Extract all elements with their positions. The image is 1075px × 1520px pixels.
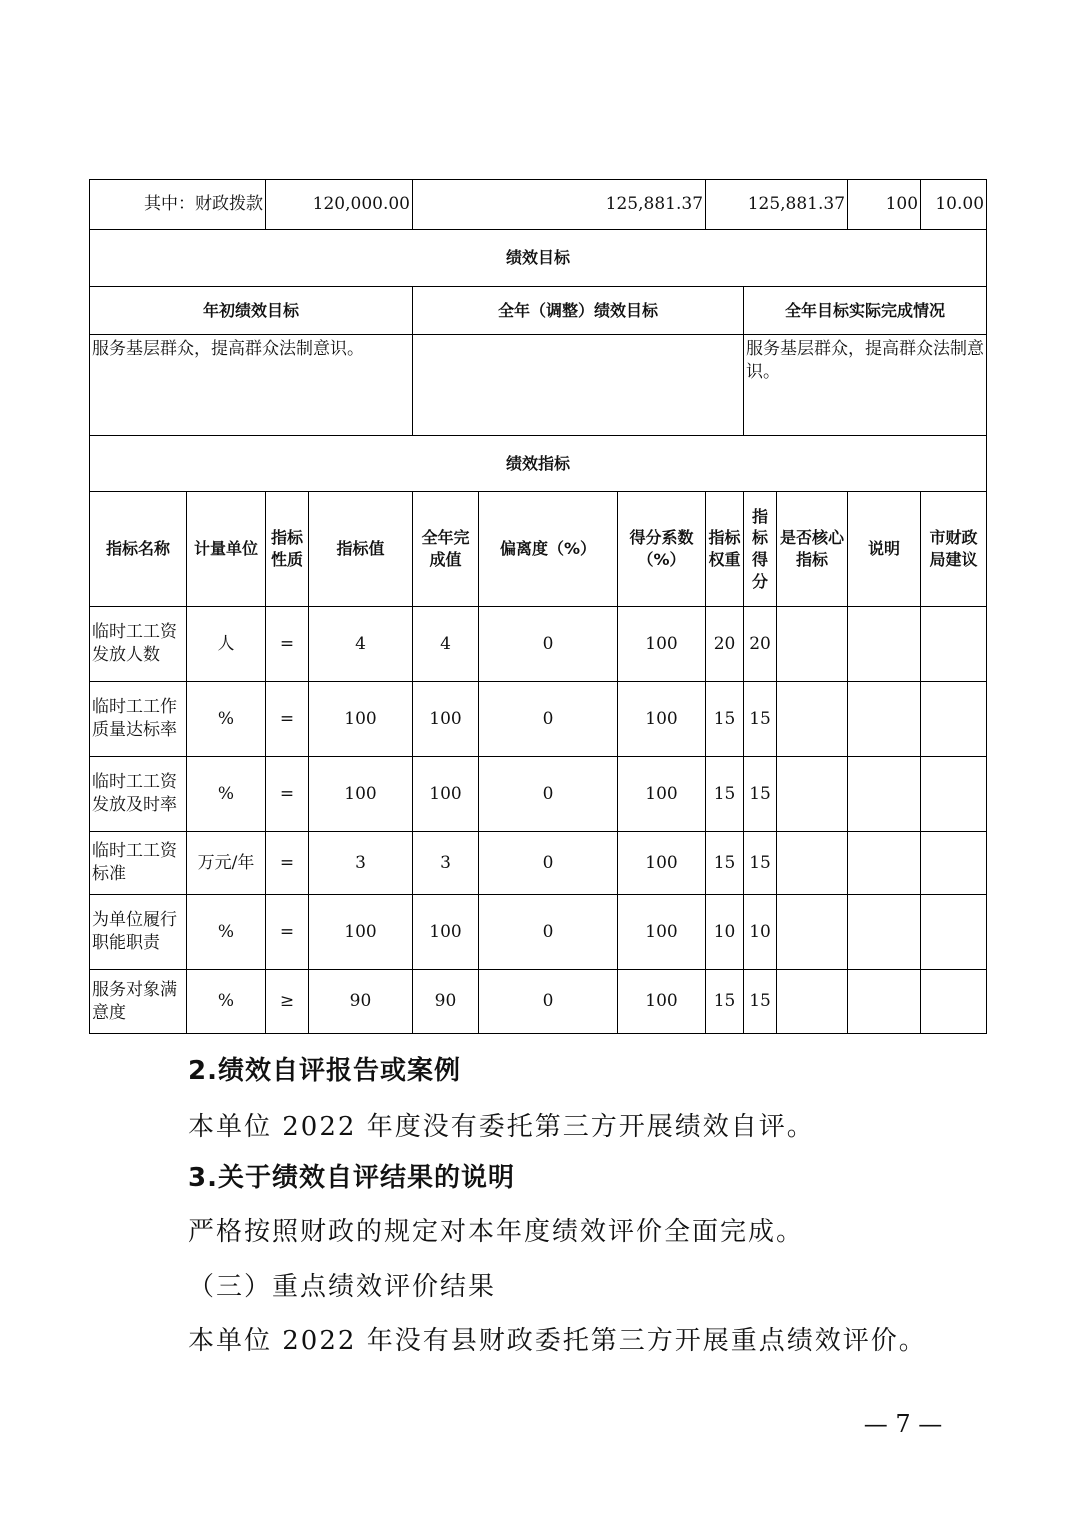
row-deviation: 0 (479, 895, 618, 970)
heading-self-evaluation-report: 2.绩效自评报告或案例 (188, 1056, 461, 1086)
table-row (90, 757, 987, 832)
funding-row (90, 180, 987, 230)
table-row (90, 832, 987, 895)
row-actual: 100 (413, 757, 479, 832)
row-actual: 100 (413, 895, 479, 970)
paragraph-key-evaluation: 本单位 2022 年没有县财政委托第三方开展重点绩效评价。 (188, 1326, 927, 1356)
header-unit: 计量单位 (187, 492, 266, 607)
goals-col-initial: 年初绩效目标 (90, 287, 413, 335)
header-coef: 得分系数（%） (618, 492, 706, 607)
row-score: 15 (744, 832, 777, 895)
annual-budget: 120,000.00 (266, 180, 413, 230)
row-name: 临时工工资发放及时率 (90, 757, 187, 832)
goals-initial-text: 服务基层群众，提高群众法制意识。 (90, 335, 413, 436)
header-note: 说明 (848, 492, 921, 607)
row-note (848, 682, 921, 757)
goals-content-row (90, 335, 987, 436)
goals-actual-text: 服务基层群众，提高群众法制意识。 (744, 335, 987, 436)
indicators-title-row (90, 436, 987, 492)
goals-header-row (90, 287, 987, 335)
goals-adjusted-text (413, 335, 744, 436)
header-score: 指标得分 (744, 492, 777, 607)
header-deviation: 偏离度（%） (479, 492, 618, 607)
row-core (777, 895, 848, 970)
funding-weight: 10.00 (921, 180, 987, 230)
row-core (777, 757, 848, 832)
row-weight: 15 (706, 682, 744, 757)
table-row (90, 895, 987, 970)
row-target: 4 (309, 607, 413, 682)
row-target: 100 (309, 757, 413, 832)
goals-title-row (90, 230, 987, 287)
row-target: 3 (309, 832, 413, 895)
row-score: 20 (744, 607, 777, 682)
row-weight: 15 (706, 970, 744, 1034)
row-actual: 100 (413, 682, 479, 757)
indicators-header-row (90, 492, 987, 607)
row-nature: = (266, 757, 309, 832)
adjusted-budget: 125,881.37 (413, 180, 706, 230)
row-unit: % (187, 895, 266, 970)
row-score: 10 (744, 895, 777, 970)
row-coef: 100 (618, 682, 706, 757)
row-note (848, 970, 921, 1034)
row-deviation: 0 (479, 757, 618, 832)
row-unit: % (187, 682, 266, 757)
table-row (90, 607, 987, 682)
row-name: 服务对象满意度 (90, 970, 187, 1034)
row-core (777, 607, 848, 682)
row-score: 15 (744, 970, 777, 1034)
header-advice: 市财政局建议 (921, 492, 987, 607)
execution-rate: 100 (848, 180, 921, 230)
goals-col-actual: 全年目标实际完成情况 (744, 287, 987, 335)
header-target: 指标值 (309, 492, 413, 607)
row-nature: ≥ (266, 970, 309, 1034)
row-weight: 15 (706, 832, 744, 895)
row-advice (921, 832, 987, 895)
row-core (777, 970, 848, 1034)
row-coef: 100 (618, 832, 706, 895)
row-note (848, 895, 921, 970)
table-row (90, 682, 987, 757)
row-name: 临时工工作质量达标率 (90, 682, 187, 757)
row-actual: 90 (413, 970, 479, 1034)
row-actual: 3 (413, 832, 479, 895)
row-actual: 4 (413, 607, 479, 682)
row-coef: 100 (618, 757, 706, 832)
row-advice (921, 607, 987, 682)
row-unit: % (187, 757, 266, 832)
row-weight: 10 (706, 895, 744, 970)
row-advice (921, 757, 987, 832)
row-target: 90 (309, 970, 413, 1034)
row-name: 临时工工资发放人数 (90, 607, 187, 682)
heading-key-evaluation: （三）重点绩效评价结果 (188, 1272, 497, 1302)
row-unit: 万元/年 (187, 832, 266, 895)
row-note (848, 832, 921, 895)
row-core (777, 832, 848, 895)
table-row (90, 970, 987, 1034)
row-note (848, 607, 921, 682)
row-unit: 人 (187, 607, 266, 682)
row-unit: % (187, 970, 266, 1034)
header-name: 指标名称 (90, 492, 187, 607)
row-nature: = (266, 895, 309, 970)
row-name: 临时工工资标准 (90, 832, 187, 895)
row-note (848, 757, 921, 832)
row-name: 为单位履行职能职责 (90, 895, 187, 970)
row-score: 15 (744, 757, 777, 832)
header-nature: 指标性质 (266, 492, 309, 607)
funding-label: 其中：财政拨款 (90, 180, 266, 230)
executed-amount: 125,881.37 (706, 180, 848, 230)
page-number: — 7 — (863, 1410, 943, 1438)
row-deviation: 0 (479, 607, 618, 682)
row-nature: = (266, 832, 309, 895)
goals-section-title: 绩效目标 (90, 230, 987, 287)
row-weight: 20 (706, 607, 744, 682)
row-deviation: 0 (479, 682, 618, 757)
goals-col-adjusted: 全年（调整）绩效目标 (413, 287, 744, 335)
row-nature: = (266, 682, 309, 757)
row-nature: = (266, 607, 309, 682)
row-deviation: 0 (479, 832, 618, 895)
heading-self-evaluation-results: 3.关于绩效自评结果的说明 (188, 1163, 515, 1193)
row-target: 100 (309, 682, 413, 757)
row-coef: 100 (618, 607, 706, 682)
performance-table (89, 179, 987, 1034)
header-weight: 指标权重 (706, 492, 744, 607)
row-coef: 100 (618, 895, 706, 970)
row-advice (921, 682, 987, 757)
row-advice (921, 970, 987, 1034)
header-actual: 全年完成值 (413, 492, 479, 607)
row-target: 100 (309, 895, 413, 970)
row-deviation: 0 (479, 970, 618, 1034)
header-core: 是否核心指标 (777, 492, 848, 607)
row-core (777, 682, 848, 757)
row-weight: 15 (706, 757, 744, 832)
paragraph-self-evaluation-results: 严格按照财政的规定对本年度绩效评价全面完成。 (188, 1217, 805, 1247)
indicators-section-title: 绩效指标 (90, 436, 987, 492)
row-advice (921, 895, 987, 970)
row-coef: 100 (618, 970, 706, 1034)
paragraph-self-evaluation-report: 本单位 2022 年度没有委托第三方开展绩效自评。 (188, 1112, 815, 1142)
row-score: 15 (744, 682, 777, 757)
